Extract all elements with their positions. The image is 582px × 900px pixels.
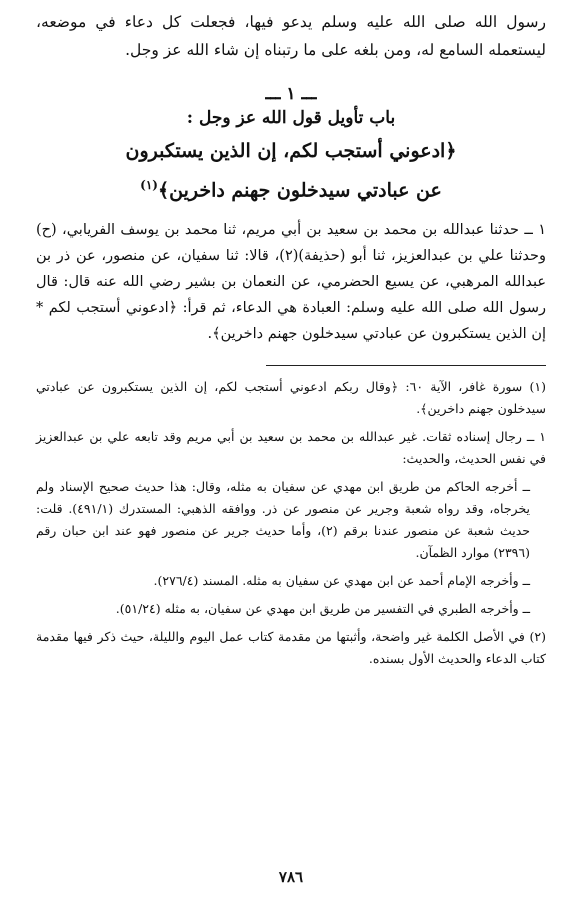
footnote-divider <box>266 365 546 366</box>
footnote-1: (١) سورة غافر، الآية ٦٠: ﴿وقال ربكم ادعوني أستجب لكم، إن الذين يستكبرون عن عبادتي سيدخلون جهنم داخرين﴾. <box>36 379 547 417</box>
footnotes <box>36 376 546 670</box>
verse-block <box>36 134 546 207</box>
footnote-3: ــ أخرجه الحاكم من طريق ابن مهدي عن سفيان به مثله، وقال: هذا حديث صحيح الإسناد ولم يخرجاه، وقد رواه شعبة وجرير عن منصور عن ذر. ووافقه الذهبي: المستدرك (٤٩١/١). قلت: حديث شعبة عن منصور عندنا برقم (٢)، وأما حديث جرير عن منصور فهو عند ابن حبان رقم (٢٣٩٦) موارد الظمآن. <box>36 479 531 561</box>
intro-paragraph: رسول الله صلى الله عليه وسلم يدعو فيها، فجعلت كل دعاء في موضعه، ليستعمله السامع له، ومن بلغه على ما رتبناه إن شاء الله عز وجل. <box>36 13 546 59</box>
verse-line-1: ﴿ادعوني أستجب لكم، إن الذين يستكبرون <box>125 140 457 162</box>
footnote-5: ــ وأخرجه الطبري في التفسير من طريق ابن مهدي عن سفيان، به مثله (٥١/٢٤). <box>115 601 530 617</box>
footnote-4: ــ وأخرجه الإمام أحمد عن ابن مهدي عن سفيان به مثله. المسند (٢٧٦/٤). <box>153 573 530 589</box>
hadith-paragraph: ١ ــ حدثنا عبدالله بن محمد بن سعيد بن أبي مريم، ثنا محمد بن يوسف الفريابي، (ح) وحدثنا علي بن عبدالعزيز، ثنا أبو (حذيفة)(٢)، قالا: ثنا سفيان، عن منصور، عن ذر بن عبدالله المرهبي، عن يسيع الحضرمي، عن النعمان بن بشير رضي الله عنه قال: قال رسول الله صلى الله عليه وسلم: العبادة هي الدعاء، ثم قرأ: ﴿ادعوني أستجب لكم * إن الذين يستكبرون عن عبادتي سيدخلون جهنم داخرين﴾. <box>36 222 547 343</box>
verse-line-2: عن عبادتي سيدخلون جهنم داخرين﴾ <box>157 179 442 202</box>
page-number: ٧٨٦ <box>278 868 304 886</box>
chapter-title: باب تأويل قول الله عز وجل : <box>186 108 396 128</box>
chapter-number: ـــ ١ ـــ <box>265 84 317 104</box>
footnote-6: (٢) في الأصل الكلمة غير واضحة، وأثبتها من مقدمة كتاب عمل اليوم والليلة، حيث ذكر فيها مقدمة كتاب الدعاء والحديث الأول بسنده. <box>36 629 546 667</box>
verse-footnote-ref: (١) <box>140 178 158 192</box>
footnote-2: ١ ــ رجال إسناده ثقات. غير عبدالله بن محمد بن سعيد بن أبي مريم وقد تابعه علي بن عبدالعزيز في نفس الحديث، والحديث: <box>36 429 546 467</box>
verse-line-2-wrap <box>36 168 546 207</box>
